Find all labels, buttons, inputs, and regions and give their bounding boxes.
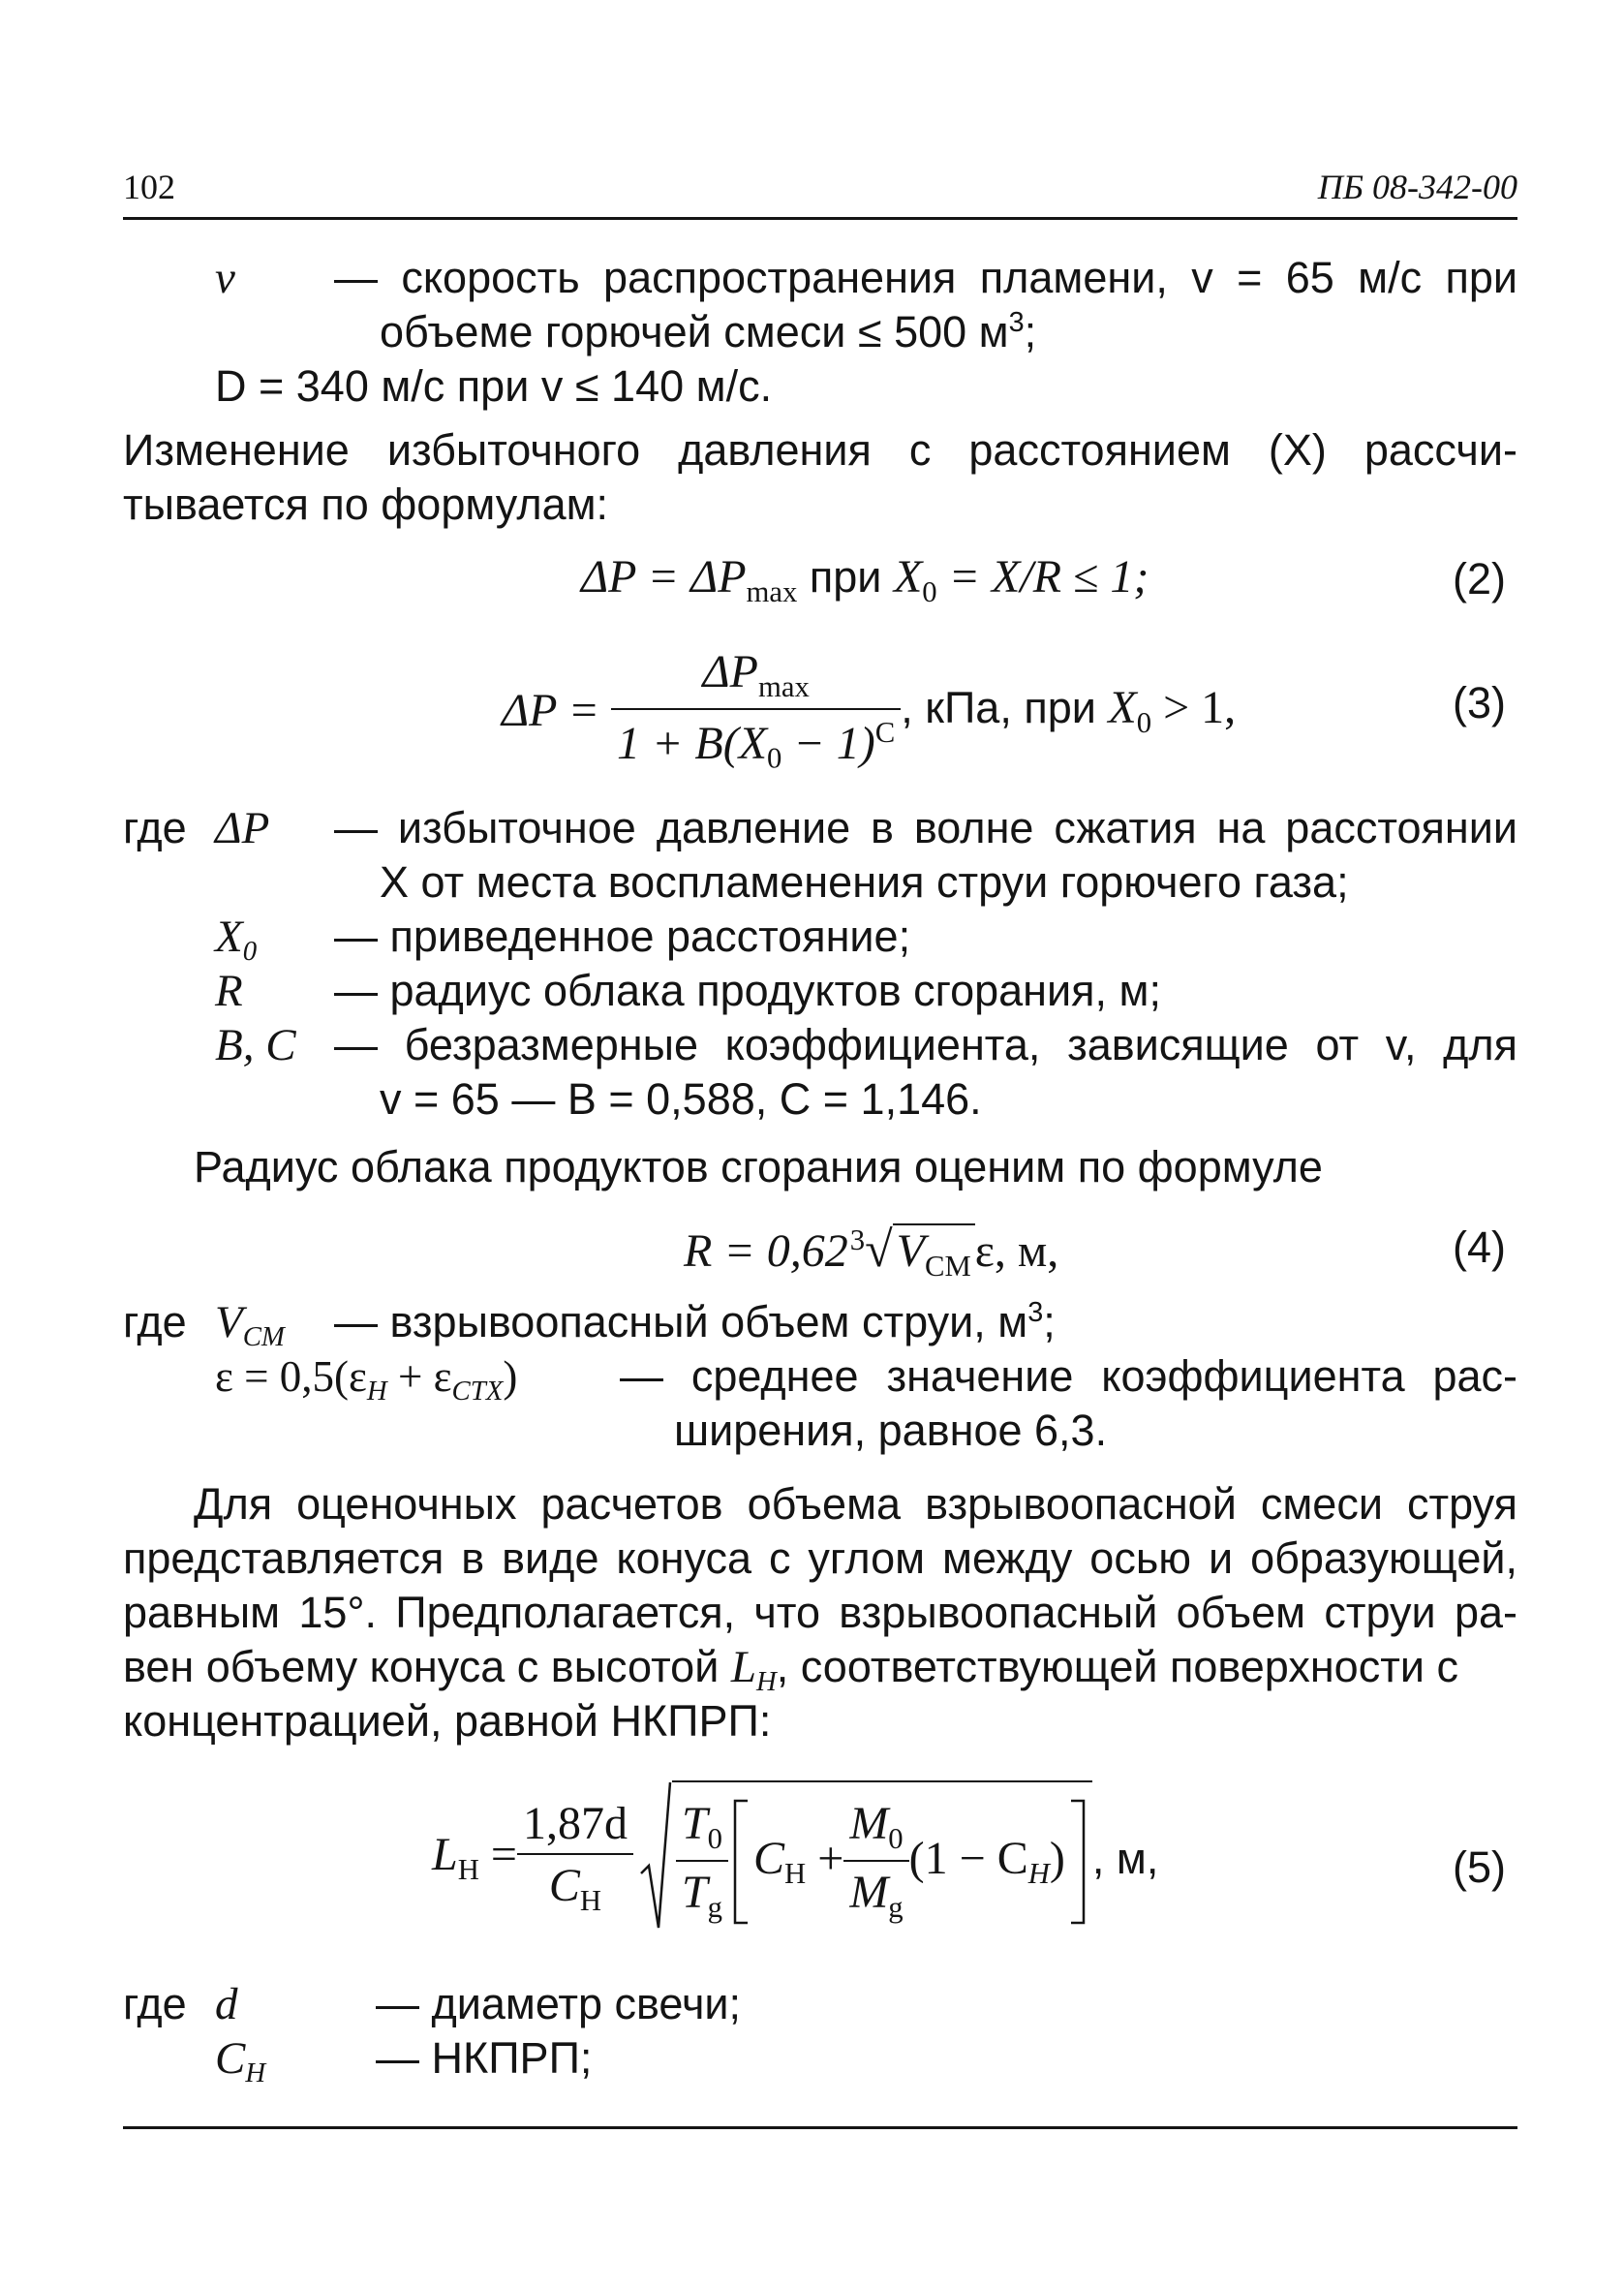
formula-5-root: $\frac{T_0}{T_g}$ $C_H$ + $\frac{M_0}{M_g}$ $(1 - C_H)$ — [639, 1780, 1092, 1935]
formula-5: $L_H$ = $\frac{1,87d}{C_H}$ $\frac{T_0}{T_g}$ $C_H$ + $\frac{M_0}{M_g}$ $(1 - C_H)$ , м, — [432, 1780, 1158, 1935]
formula-3: ΔP = $\frac{\Delta P_{max}}{1 + B(X_0 - 1)^C}$ , кПа, при $X_0 > 1$, — [502, 646, 1237, 775]
equation-number-2: (2) — [1453, 554, 1506, 603]
defs3-vcm-text: — взрывоопасный объем струи, $м^3$; — [334, 1297, 1056, 1346]
footer-rule — [123, 2126, 1517, 2129]
formula-5-fraction-m: $\frac{M_0}{M_g}$ — [843, 1801, 908, 1922]
defs2-text-4: — безразмерные коэффициента, зависящие от v, для — [334, 1020, 1517, 1069]
def-v-text-1: — скорость распространения пламени, v = 65 м/с при — [334, 253, 1517, 302]
equation-number-5: (5) — [1453, 1842, 1506, 1892]
defs4-symbol-d: d — [215, 1979, 238, 2029]
defs4-text-0: — диаметр свечи; — [376, 1979, 742, 2028]
document-code: ПБ 08-342-00 — [1317, 168, 1517, 206]
defs3-eps-text: — среднее значение коэффициента рас- — [620, 1351, 1517, 1401]
defs4-symbol-ch: $C_H$ — [215, 2033, 266, 2089]
radical-sign — [639, 1780, 672, 1935]
equation-number-3: (3) — [1453, 678, 1506, 727]
defs3-symbol-vcm: $V_{CM}$ — [215, 1297, 285, 1353]
page-number: 102 — [123, 168, 175, 206]
defs2-text-5: v = 65 — B = 0,588, C = 1,146. — [380, 1074, 982, 1124]
defs2-symbol-dp: ΔP — [215, 803, 270, 853]
defs4-lead: где — [123, 1979, 187, 2028]
def-v-text-2: объеме горючей смеси ≤ 500 $м^3$; — [380, 307, 1037, 356]
defs3-lead: где — [123, 1297, 187, 1346]
defs2-text-0: — избыточное давление в волне сжатия на расстоянии — [334, 803, 1517, 852]
defs3-eps-expression: $\varepsilon = 0,5(\varepsilon_H + \varepsilon_{CTX})$ — [215, 1352, 518, 1407]
defs2-text-3: — радиус облака продуктов сгорания, м; — [334, 966, 1161, 1015]
para3-line3: равным 15°. Предполагается, что взрывоопасный объем струи ра- — [123, 1588, 1517, 1637]
defs2-symbol-r: R — [215, 966, 243, 1016]
para1-line1: Изменение избыточного давления с расстоянием (X) рассчи- — [123, 425, 1517, 475]
formula-5-fraction-t: $\frac{T_0}{T_g}$ — [676, 1801, 728, 1922]
defs2-symbol-x0: $X_0$ — [215, 912, 258, 968]
equation-number-4: (4) — [1453, 1222, 1506, 1272]
right-bracket — [1069, 1799, 1087, 1925]
formula-2: $\Delta P = \Delta P_{max}$ при $X_0 = X/R \le 1$; — [581, 551, 1149, 608]
formula-5-fraction-1: $\frac{1,87d}{C_H}$ — [517, 1801, 633, 1916]
def-v-symbol: v — [215, 253, 235, 303]
formula-3-fraction: $\frac{\Delta P_{max}}{1 + B(X_0 - 1)^C}$ — [611, 649, 901, 773]
formula-4: $R = 0,62^3√V_{CM}\varepsilon$, м, — [684, 1222, 1059, 1283]
header-rule — [123, 217, 1517, 220]
para3-line1: Для оценочных расчетов объема взрывоопасной смеси струя — [194, 1479, 1517, 1529]
defs2-lead: где — [123, 803, 187, 852]
defs2-symbol-bc: B, C — [215, 1020, 296, 1070]
def-d-line: D = 340 м/с при v ≤ 140 м/с. — [215, 361, 773, 411]
defs2-text-2: — приведенное расстояние; — [334, 912, 911, 961]
para3-line2: представляется в виде конуса с углом между осью и образующей, — [123, 1533, 1517, 1583]
defs3-eps-text-2: ширения, равное 6,3. — [674, 1406, 1108, 1455]
para2: Радиус облака продуктов сгорания оценим по формуле — [194, 1142, 1323, 1191]
page-header — [123, 167, 1517, 223]
para1-line2: тывается по формулам: — [123, 479, 609, 529]
para3-line5: концентрацией, равной НКПРП: — [123, 1696, 772, 1746]
para3-line4: вен объему конуса с высотой $L_H$, соответствующей поверхности с — [123, 1642, 1458, 1698]
defs2-text-1: X от места воспламенения струи горючего газа; — [380, 857, 1349, 907]
defs4-text-1: — НКПРП; — [376, 2033, 593, 2083]
left-bracket — [732, 1799, 750, 1925]
